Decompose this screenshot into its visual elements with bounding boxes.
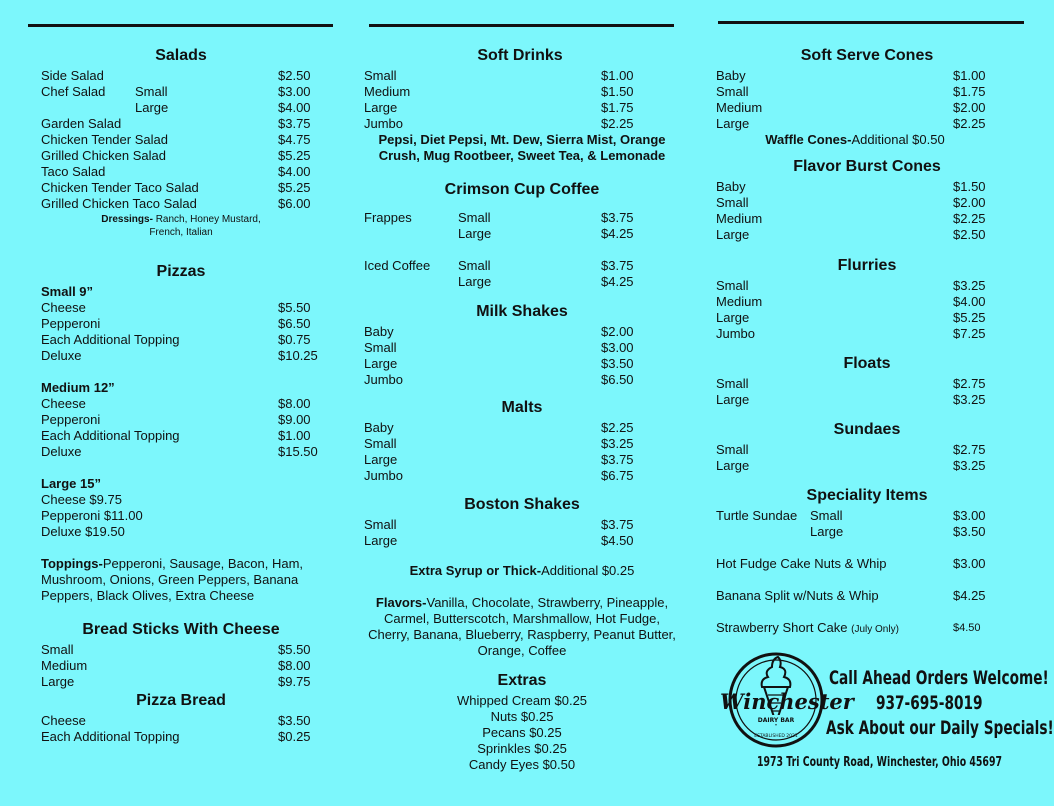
item-price: $2.50 (953, 227, 986, 242)
item-name: Small (364, 436, 397, 451)
column-2 (364, 40, 680, 773)
pizzabread-title: Pizza Bread (136, 692, 226, 709)
item-name: Medium (716, 211, 763, 226)
item-name: Pepperoni (41, 316, 101, 331)
item-name: Large (41, 674, 75, 689)
menu-row (364, 372, 680, 388)
logo-sub: DAIRY BAR (757, 717, 795, 724)
item-price: $3.50 (601, 356, 634, 371)
toppings-line1: Pepperoni, Sausage, Bacon, Ham, (102, 556, 304, 571)
item-name: Medium (716, 294, 763, 309)
menu-row (41, 148, 321, 164)
toppings-note (41, 556, 321, 604)
item-price: $1.50 (953, 179, 986, 194)
item-name: Pepperoni (41, 412, 101, 427)
menu-row (716, 84, 1018, 100)
promo-line1: Call Ahead Orders Welcome! (829, 667, 1049, 689)
coffee-title: Crimson Cup Coffee (444, 181, 600, 198)
strawberry-note: (July Only) (851, 624, 899, 635)
menu-row (41, 100, 321, 116)
item-price: $6.50 (278, 316, 311, 331)
promo-address: 1973 Tri County Road, Winchester, Ohio 45697 (757, 755, 1002, 770)
item-name: Deluxe (41, 444, 82, 459)
item-size: Large (810, 524, 844, 539)
turtle-sundae-list (716, 508, 1018, 540)
item-name: Chicken Tender Salad (41, 132, 168, 147)
top-rule-2 (369, 24, 674, 27)
flavors-label: Flavors- (375, 595, 427, 610)
item-name: Turtle Sundae (716, 508, 798, 523)
menu-row (364, 68, 680, 84)
line-item: Pecans $0.25 (482, 725, 562, 740)
column-3 (716, 40, 1018, 636)
item-price: $3.50 (278, 713, 311, 728)
menu-row (716, 458, 1018, 474)
menu-row (41, 84, 321, 100)
item-price: $3.75 (278, 116, 311, 131)
item-price: $4.50 (601, 533, 634, 548)
item-name: Medium (364, 84, 411, 99)
item-price: $2.25 (953, 211, 986, 226)
item-name: Grilled Chicken Taco Salad (41, 196, 197, 211)
milkshakes-title: Milk Shakes (476, 303, 568, 320)
softserve-title: Soft Serve Cones (800, 47, 934, 64)
flavors-line2: Carmel, Butterscotch, Marshmallow, Hot Fudge, (384, 611, 660, 626)
item-price: $2.00 (953, 100, 986, 115)
menu-row (716, 310, 1018, 326)
item-name: Deluxe (41, 348, 82, 363)
menu-row (364, 116, 680, 132)
menu-row (41, 658, 321, 674)
item-name: Small (364, 340, 397, 355)
item-price: $1.50 (601, 84, 634, 99)
line-item: Whipped Cream $0.25 (456, 693, 588, 708)
item-price: $3.25 (601, 436, 634, 451)
toppings-line3: Peppers, Black Olives, Extra Cheese (41, 588, 255, 603)
item-name: Small (716, 442, 749, 457)
line-item: Candy Eyes $0.50 (468, 757, 576, 772)
item-price: $2.50 (278, 68, 311, 83)
menu-row (364, 452, 680, 468)
promo-line3: Ask About our Daily Specials! (826, 717, 1054, 739)
menu-row (364, 210, 680, 226)
menu-row (716, 100, 1018, 116)
item-size: Large (135, 100, 169, 115)
item-name: Large (364, 452, 398, 467)
pizzabread-list (41, 713, 321, 745)
item-name: Each Additional Topping (41, 729, 180, 744)
menu-row (41, 428, 321, 444)
flavorburst-title: Flavor Burst Cones (793, 158, 941, 175)
pizzas-title: Pizzas (156, 263, 206, 280)
softserve-list (716, 68, 1018, 132)
item-name: Cheese (41, 300, 86, 315)
dressings-line1: Ranch, Honey Mustard, (152, 214, 261, 225)
item-name: Jumbo (364, 372, 404, 387)
toppings-label: Toppings- (41, 556, 103, 571)
menu-row (716, 68, 1018, 84)
pizza-small-list (41, 300, 321, 364)
salads-list (41, 68, 321, 212)
menu-row (364, 356, 680, 372)
item-price: $3.75 (601, 210, 634, 225)
flavorburst-list (716, 179, 1018, 243)
item-name: Frappes (364, 210, 412, 225)
logo-script: Winchester (720, 689, 854, 714)
item-name: Cheese (41, 396, 86, 411)
softdrinks-note (364, 132, 680, 164)
boston-list (364, 517, 680, 549)
menu-row (41, 316, 321, 332)
menu-row (41, 196, 321, 212)
menu-row (716, 442, 1018, 458)
line-item: Pepperoni $11.00 (41, 508, 143, 523)
item-price: $3.25 (953, 458, 986, 473)
menu-row (41, 332, 321, 348)
menu-row (364, 84, 680, 100)
item-name: Baby (364, 324, 394, 339)
malts-list (364, 420, 680, 484)
extras-title: Extras (497, 672, 547, 689)
softdrinks-note-line2: Crush, Mug Rootbeer, Sweet Tea, & Lemonade (378, 148, 666, 163)
item-price: $0.75 (278, 332, 311, 347)
item-price: $2.75 (953, 442, 986, 457)
item-name: Large (364, 533, 398, 548)
syrup-label: Extra Syrup or Thick- (409, 563, 542, 578)
menu-row (41, 674, 321, 690)
pizza-large-label: Large 15” (41, 476, 101, 491)
pizza-medium-label: Medium 12” (41, 380, 115, 395)
item-price: $3.75 (601, 517, 634, 532)
floats-title: Floats (843, 355, 891, 372)
syrup-note (364, 563, 680, 579)
item-price: $6.00 (278, 196, 311, 211)
item-name: Side Salad (41, 68, 104, 83)
item-price: $2.75 (953, 376, 986, 391)
top-rule-1 (28, 24, 333, 27)
item-price: $3.25 (953, 278, 986, 293)
item-name: Each Additional Topping (41, 428, 180, 443)
menu-row (716, 116, 1018, 132)
banana-split-row: Banana Split w/Nuts & Whip $4.25 (716, 588, 986, 603)
malts-title: Malts (501, 399, 543, 416)
item-name: Small (364, 517, 397, 532)
menu-row (716, 524, 1018, 540)
item-name: Iced Coffee (364, 258, 431, 273)
flavors-line4: Orange, Coffee (477, 643, 567, 658)
item-name: Small (41, 642, 74, 657)
item-name: Each Additional Topping (41, 332, 180, 347)
breadsticks-list (41, 642, 321, 690)
menu-row (364, 533, 680, 549)
item-name: Medium (41, 658, 88, 673)
item-name: Baby (364, 420, 394, 435)
menu-row (41, 729, 321, 745)
item-price: $5.50 (278, 642, 311, 657)
hotfudge-row: Hot Fudge Cake Nuts & Whip $3.00 (716, 556, 986, 571)
item-price: $5.25 (278, 180, 311, 195)
menu-row (716, 508, 1018, 524)
item-name: Cheese (41, 713, 86, 728)
item-price: $3.00 (601, 340, 634, 355)
item-name: Small (716, 84, 749, 99)
item-price: $2.25 (601, 420, 634, 435)
item-name: Large (716, 458, 750, 473)
menu-row (41, 396, 321, 412)
item-price: $9.00 (278, 412, 311, 427)
salads-title: Salads (155, 47, 207, 64)
item-name: Baby (716, 179, 746, 194)
menu-row (716, 227, 1018, 243)
flavors-line3: Cherry, Banana, Blueberry, Raspberry, Peanut Butter, (368, 627, 676, 642)
item-price: $8.00 (278, 658, 311, 673)
item-price: $1.00 (953, 68, 986, 83)
item-name: Medium (716, 100, 763, 115)
item-name: Large (716, 310, 750, 325)
item-price: $2.25 (601, 116, 634, 131)
menu-row (364, 258, 680, 274)
menu-row (716, 211, 1018, 227)
floats-list (716, 376, 1018, 408)
item-name: Garden Salad (41, 116, 122, 131)
waffle-label: Waffle Cones- (765, 132, 852, 147)
item-price: $1.00 (278, 428, 311, 443)
flurries-title: Flurries (837, 257, 897, 274)
waffle-value: Additional $0.50 (851, 132, 945, 147)
sundaes-title: Sundaes (833, 421, 901, 438)
item-price: $3.25 (953, 392, 986, 407)
winchester-logo (716, 645, 854, 755)
menu-row (364, 226, 680, 242)
flurries-list (716, 278, 1018, 342)
menu-row (716, 278, 1018, 294)
menu-row (41, 348, 321, 364)
item-name: Jumbo (716, 326, 756, 341)
milkshakes-list (364, 324, 680, 388)
sundaes-list (716, 442, 1018, 474)
item-price: $0.25 (278, 729, 311, 744)
menu-row (364, 420, 680, 436)
item-name: Large (716, 227, 750, 242)
line-item: Cheese $9.75 (41, 492, 122, 507)
menu-row (41, 444, 321, 460)
pizza-large-list (41, 492, 321, 540)
menu-row (364, 436, 680, 452)
logo-est: ESTABLISHED 2021 (754, 734, 798, 739)
item-name: Taco Salad (41, 164, 106, 179)
softdrinks-title: Soft Drinks (477, 47, 563, 64)
item-price: $3.75 (601, 452, 634, 467)
item-name: Small (716, 376, 749, 391)
menu-row (41, 642, 321, 658)
menu-row (716, 294, 1018, 310)
line-item: Nuts $0.25 (490, 709, 554, 724)
item-price: $7.25 (953, 326, 986, 341)
item-name: Grilled Chicken Salad (41, 148, 167, 163)
item-price: $3.50 (953, 524, 986, 539)
item-name: Chicken Tender Taco Salad (41, 180, 199, 195)
logo-promo-area (716, 645, 1054, 775)
pizza-small-label: Small 9” (41, 284, 94, 299)
item-name: Small (716, 195, 749, 210)
promo-phone: 937-695-8019 (876, 692, 983, 714)
strawberry-name: Strawberry Short Cake (716, 620, 848, 635)
line-item: Deluxe $19.50 (41, 524, 125, 539)
item-price: $1.75 (601, 100, 634, 115)
menu-row (41, 116, 321, 132)
specialty-title: Speciality Items (806, 487, 928, 504)
menu-row (41, 713, 321, 729)
menu-row (41, 132, 321, 148)
item-size: Small (458, 210, 491, 225)
item-price: $4.00 (278, 100, 311, 115)
waffle-note (692, 132, 1018, 148)
column-1 (41, 40, 321, 745)
item-price: $4.25 (601, 274, 634, 289)
toppings-line2: Mushroom, Onions, Green Peppers, Banana (41, 572, 299, 587)
softdrinks-note-line1: Pepsi, Diet Pepsi, Mt. Dew, Sierra Mist, Orange (378, 132, 666, 147)
flavors-note (364, 595, 680, 659)
menu-row (41, 68, 321, 84)
menu-row (364, 274, 680, 290)
iced-coffee-list (364, 258, 680, 290)
item-price: $10.25 (278, 348, 318, 363)
menu-row (364, 324, 680, 340)
dressings-note (41, 213, 321, 239)
strawberry-row: Strawberry Short Cake (July Only) $4.50 (716, 620, 981, 635)
item-name: Chef Salad (41, 84, 106, 99)
menu-row (716, 376, 1018, 392)
item-price: $4.75 (278, 132, 311, 147)
menu-row (41, 300, 321, 316)
item-price: $9.75 (278, 674, 311, 689)
boston-title: Boston Shakes (464, 496, 580, 513)
item-name: Jumbo (364, 468, 404, 483)
menu-row (716, 392, 1018, 408)
item-name: Jumbo (364, 116, 404, 131)
item-price: $2.00 (601, 324, 634, 339)
top-rule-3 (718, 21, 1024, 24)
menu-row (41, 180, 321, 196)
item-price: $2.00 (953, 195, 986, 210)
item-price: $3.00 (278, 84, 311, 99)
pizza-medium-list (41, 396, 321, 460)
breadsticks-title: Bread Sticks With Cheese (82, 621, 280, 638)
softdrinks-list (364, 68, 680, 132)
menu-row (41, 164, 321, 180)
item-price: $5.25 (953, 310, 986, 325)
item-price: $1.75 (953, 84, 986, 99)
item-price: $3.75 (601, 258, 634, 273)
item-price: $3.00 (953, 508, 986, 523)
item-price: $2.25 (953, 116, 986, 131)
item-size: Small (135, 84, 168, 99)
item-price: $4.00 (953, 294, 986, 309)
item-price: $4.00 (278, 164, 311, 179)
flavors-line1: Vanilla, Chocolate, Strawberry, Pineapple, (426, 595, 669, 610)
menu-row (716, 179, 1018, 195)
dressings-label: Dressings- (101, 214, 153, 225)
item-name: Small (716, 278, 749, 293)
item-size: Large (458, 274, 492, 289)
extras-list (364, 693, 680, 773)
item-price: $6.75 (601, 468, 634, 483)
frappes-list (364, 210, 680, 242)
menu-row (41, 412, 321, 428)
item-size: Small (810, 508, 843, 523)
menu-row (364, 517, 680, 533)
syrup-value: Additional $0.25 (541, 563, 635, 578)
menu-row (716, 326, 1018, 342)
item-price: $1.00 (601, 68, 634, 83)
item-name: Large (716, 392, 750, 407)
menu-row (364, 340, 680, 356)
item-name: Baby (716, 68, 746, 83)
item-price: $8.00 (278, 396, 311, 411)
menu-row (364, 468, 680, 484)
item-name: Small (364, 68, 397, 83)
menu-row (364, 100, 680, 116)
item-name: Large (716, 116, 750, 131)
item-size: Large (458, 226, 492, 241)
item-price: $5.25 (278, 148, 311, 163)
item-price: $5.50 (278, 300, 311, 315)
item-price: $4.25 (601, 226, 634, 241)
item-name: Large (364, 356, 398, 371)
menu-row (716, 195, 1018, 211)
item-price: $15.50 (278, 444, 318, 459)
item-price: $6.50 (601, 372, 634, 387)
item-name: Large (364, 100, 398, 115)
line-item: Sprinkles $0.25 (477, 741, 567, 756)
dressings-line2: French, Italian (149, 227, 213, 238)
item-size: Small (458, 258, 491, 273)
